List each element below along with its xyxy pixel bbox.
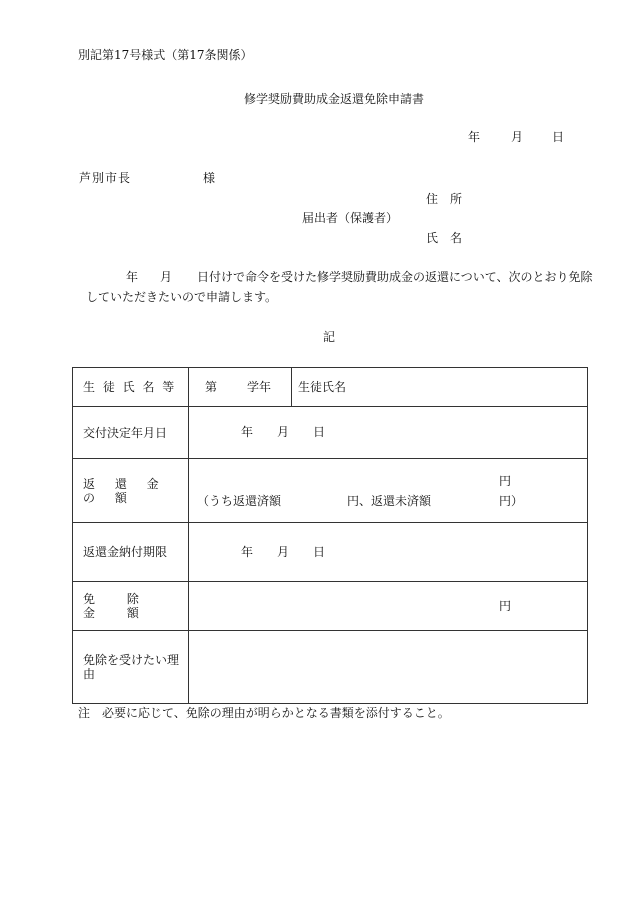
date-month: 月	[511, 130, 524, 144]
exemption-amount-label: 免 除 金 額	[73, 582, 189, 631]
row-student	[73, 368, 588, 407]
addressee-honorific: 様	[203, 171, 216, 185]
applicant-role: 届出者（保護者）	[302, 211, 399, 225]
student-name-label: 生徒氏名	[298, 380, 347, 394]
date-day: 日	[552, 130, 565, 144]
date-year: 年	[468, 130, 481, 144]
payment-deadline-cell[interactable]	[189, 523, 588, 582]
body-month: 月	[160, 270, 173, 284]
refund-amount-yen: 円	[499, 474, 512, 488]
body-line1: 日付けで命令を受けた修学奨励費助成金の返還について、次のとおり免除	[197, 270, 593, 284]
attachment-note: 注 必要に応じて、免除の理由が明らかとなる書類を添付すること。	[78, 706, 450, 720]
row-exemption-amount	[73, 582, 588, 631]
body-line2: していただきたいので申請します。	[86, 290, 278, 304]
application-table	[72, 367, 588, 704]
unrefunded-amount-yen: 円）	[499, 494, 524, 508]
grade-cell[interactable]	[189, 368, 292, 407]
exemption-reason-label: 免除を受けたい理由	[73, 631, 189, 704]
grade-suffix: 学年	[247, 380, 272, 394]
ki-mark: 記	[323, 330, 336, 344]
student-name-cell[interactable]	[292, 368, 588, 407]
refund-amount-label: 返 還 金 の 額	[73, 459, 189, 523]
deadline-day: 日	[313, 545, 326, 559]
exemption-reason-cell[interactable]	[189, 631, 588, 704]
grade-prefix: 第	[205, 380, 218, 394]
form-number: 別記第17号様式（第17条関係）	[78, 48, 253, 62]
decision-month: 月	[277, 425, 290, 439]
name-label: 氏 名	[426, 231, 463, 245]
decision-date-label: 交付決定年月日	[73, 407, 189, 459]
refunded-amount-label: （うち返還済額	[197, 494, 282, 508]
row-payment-deadline	[73, 523, 588, 582]
decision-date-cell[interactable]	[189, 407, 588, 459]
row-refund-amount	[73, 459, 588, 523]
body-year: 年	[126, 270, 139, 284]
decision-day: 日	[313, 425, 326, 439]
unrefunded-amount-label: 円、返還未済額	[347, 494, 432, 508]
document-title: 修学奨励費助成金返還免除申請書	[244, 92, 425, 106]
decision-year: 年	[241, 425, 254, 439]
payment-deadline-label: 返還金納付期限	[73, 523, 189, 582]
deadline-month: 月	[277, 545, 290, 559]
address-label: 住 所	[426, 192, 463, 206]
row-exemption-reason	[73, 631, 588, 704]
row-decision-date	[73, 407, 588, 459]
exemption-amount-yen: 円	[499, 599, 512, 613]
refund-amount-cell[interactable]	[189, 459, 588, 523]
addressee-mayor: 芦別市長	[79, 171, 132, 185]
deadline-year: 年	[241, 545, 254, 559]
student-label: 生 徒 氏 名 等	[73, 368, 189, 407]
exemption-amount-cell[interactable]	[189, 582, 588, 631]
